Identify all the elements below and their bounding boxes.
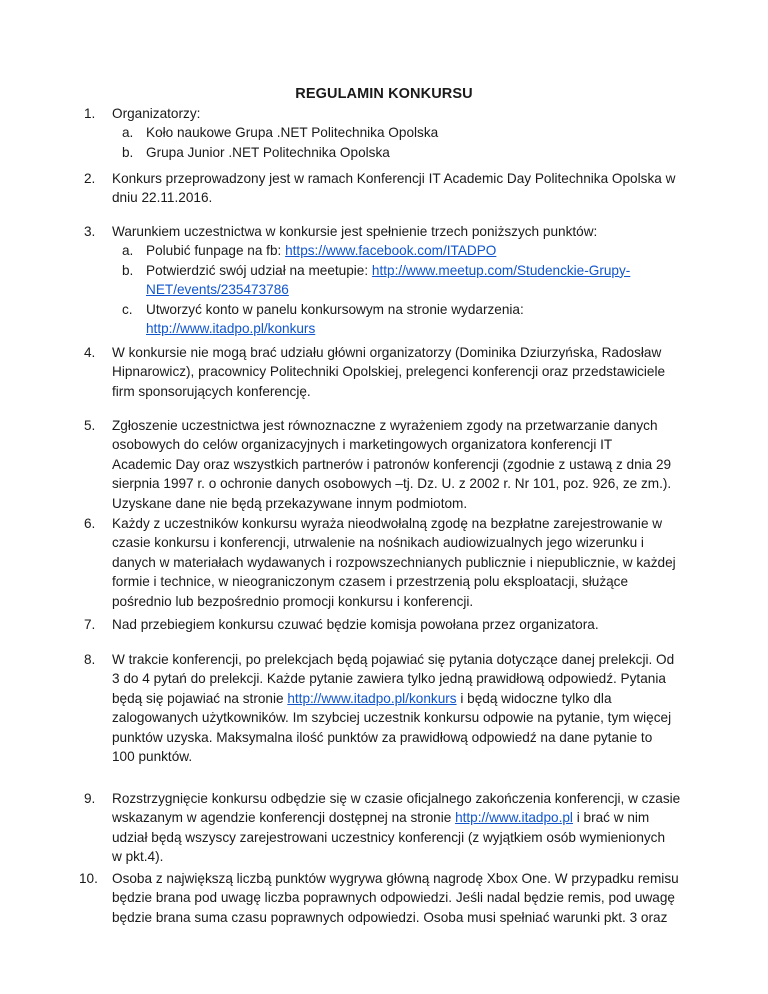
rule-item-2 [84, 169, 676, 208]
item-number: 5. [84, 418, 96, 433]
sub-item-b: b. Potwierdzić swój udział na meetupie: http://www.meetup.com/Studenckie-Grupy- NET/events/235473786 [122, 262, 631, 298]
item-text: Hipnarowicz), pracownicy Politechniki Opolskiej, prelegenci konferencji oraz przedstawiciele [112, 364, 666, 380]
rule-item-8: 8. W trakcie konferencji, po prelekcjach będą pojawiać się pytania dotyczące danej prelekcji. Od 3 do 4 pytań do prelekcji. Każde pytanie zawiera tylko jedną prawidłową odpowiedź. Pytania będą się pojawiać na stronie http://www.itadpo.pl/konkurs i będą widoczne tylko dla zalogowanych użytkowników. Im szybciej uczestnik konkursu odpowie na pytanie, tym więcej punktów uzyska. Maksymalna ilość punktów za prawidłową odpowiedź na dane pytanie to 100 punktów. [112, 650, 672, 766]
item-text: danych w materiałach wydawanych i rozpowszechnianych publicznie i niepublicznie, w każdej [112, 554, 676, 570]
item-text: Uzyskane dane nie będą przekazywane innym podmiotom. [112, 495, 468, 511]
item-text: dniu 22.11.2016. [112, 190, 213, 206]
item-text: sierpnia 1997 r. o ochronie danych osobowych –tj. Dz. U. z 2002 r. Nr 101, poz. 926, ze zm.). [112, 476, 672, 492]
konkurs-link[interactable]: http://www.itadpo.pl/konkurs [287, 690, 457, 706]
item-text: formie i technice, w nieograniczonym czasem i przestrzenią polu eksploatacji, służące [112, 574, 629, 590]
sub-item-b: b. Grupa Junior .NET Politechnika Opolska [122, 144, 390, 160]
konkurs-link[interactable]: http://www.itadpo.pl/konkurs [146, 321, 316, 337]
rule-item-4 [84, 343, 672, 401]
item-number: 2. [84, 171, 96, 186]
sub-item-c: c. Utworzyć konto w panelu konkursowym na stronie wydarzenia: http://www.itadpo.pl/konkurs [122, 301, 524, 337]
item-text: firm sponsorujących konferencję. [112, 383, 311, 399]
facebook-link[interactable]: https://www.facebook.com/ITADPO [285, 243, 497, 259]
item-text: Nad przebiegiem konkursu czuwać będzie komisja powołana przez organizatora. [112, 617, 599, 632]
item-text: Organizatorzy: [112, 106, 201, 121]
item-number: 8. [84, 652, 96, 667]
item-text: będzie brana pod uwagę liczba poprawnych odpowiedzi. Jeśli nadal będzie remis, pod uwagę [112, 890, 675, 906]
item-text: Osoba z największą liczbą punktów wygrywa główną nagrodę Xbox One. W przypadku remisu [112, 871, 679, 886]
sub-item-a: a. Polubić funpage na fb: https://www.facebook.com/ITADPO [122, 243, 497, 259]
itadpo-link[interactable]: http://www.itadpo.pl [455, 810, 573, 826]
item-number: 1. [84, 106, 96, 121]
item-text: udział będą wszyscy zarejestrowani uczestnicy konferencji (z wyjątkiem osób wymienionych [112, 829, 666, 845]
item-number: 10. [79, 871, 98, 886]
item-text: W konkursie nie mogą brać udziału główni organizatorzy (Dominika Dziurzyńska, Radosław [112, 345, 662, 360]
item-text: będzie brana suma czasu poprawnych odpowiedzi. Osoba musi spełniać warunki pkt. 3 oraz [112, 909, 668, 925]
item-text: 100 punktów. [112, 749, 193, 765]
rule-item-5 [84, 416, 672, 513]
item-text: 3 do 4 pytań do prelekcji. Każde pytanie zawiera tylko jedną prawidłową odpowiedź. Pytania [112, 671, 666, 687]
item-number: 9. [84, 791, 96, 806]
item-number: 4. [84, 345, 96, 360]
item-text: punktów uzyska. Maksymalna ilość punktów za prawidłową odpowiedź na dane pytanie to [112, 729, 653, 745]
item-text: Rozstrzygnięcie konkursu odbędzie się w czasie oficjalnego zakończenia konferencji, w czasie [112, 791, 681, 806]
rule-item-9: 9. Rozstrzygnięcie konkursu odbędzie się w czasie oficjalnego zakończenia konferencji, w czasie wskazanym w agendzie konferencji dostępnej na stronie http://www.itadpo.pl i brać w nim udział będą wszyscy zarejestrowani uczestnicy konferencji (z wyjątkiem osób wymienionych w pkt.4). [112, 789, 672, 867]
rule-item-6 [84, 514, 676, 611]
item-number: 6. [84, 516, 96, 531]
meetup-link-continued[interactable]: NET/events/235473786 [146, 282, 289, 298]
document-title: REGULAMIN KONKURSU [295, 86, 473, 102]
item-text: Każdy z uczestników konkursu wyraża nieodwołalną zgodę na bezpłatne zarejestrowanie w [112, 516, 663, 531]
item-text: czasie konkursu i konferencji, utrwalenie na nośnikach audiowizualnych jego wizerunku i [112, 535, 644, 551]
item-text: W trakcie konferencji, po prelekcjach będą pojawiać się pytania dotyczące danej prelekcji. Od [112, 652, 675, 667]
item-text: Konkurs przeprowadzony jest w ramach Konferencji IT Academic Day Politechnika Opolska w [112, 171, 676, 186]
rule-item-10 [79, 869, 679, 927]
item-text: pośrednio lub bezpośrednio promocji konkursu i konferencji. [112, 593, 474, 609]
rule-item-7 [84, 615, 672, 634]
item-number: 3. [84, 224, 96, 239]
item-text: zalogowanych użytkowników. Im szybciej uczestnik konkursu odpowie na pytanie, tym więcej [112, 710, 672, 726]
meetup-link[interactable]: http://www.meetup.com/Studenckie-Grupy- [371, 262, 631, 278]
item-text: w pkt.4). [112, 849, 164, 865]
item-number: 7. [84, 617, 96, 632]
rule-item-3 [84, 222, 672, 338]
sub-item-a: a. Koło naukowe Grupa .NET Politechnika Opolska [122, 125, 439, 141]
item-text: Zgłoszenie uczestnictwa jest równoznaczne z wyrażeniem zgody na przetwarzanie danych [112, 418, 658, 433]
rule-item-1 [84, 104, 672, 162]
item-text: Warunkiem uczestnictwa w konkursie jest spełnienie trzech poniższych punktów: [112, 224, 598, 239]
item-text: osobowych do celów organizacyjnych i marketingowych organizatora konferencji IT [112, 437, 613, 453]
item-text: Academic Day oraz wszystkich partnerów i patronów konferencji (zgodnie z ustawą z dnia 29 [112, 456, 672, 472]
